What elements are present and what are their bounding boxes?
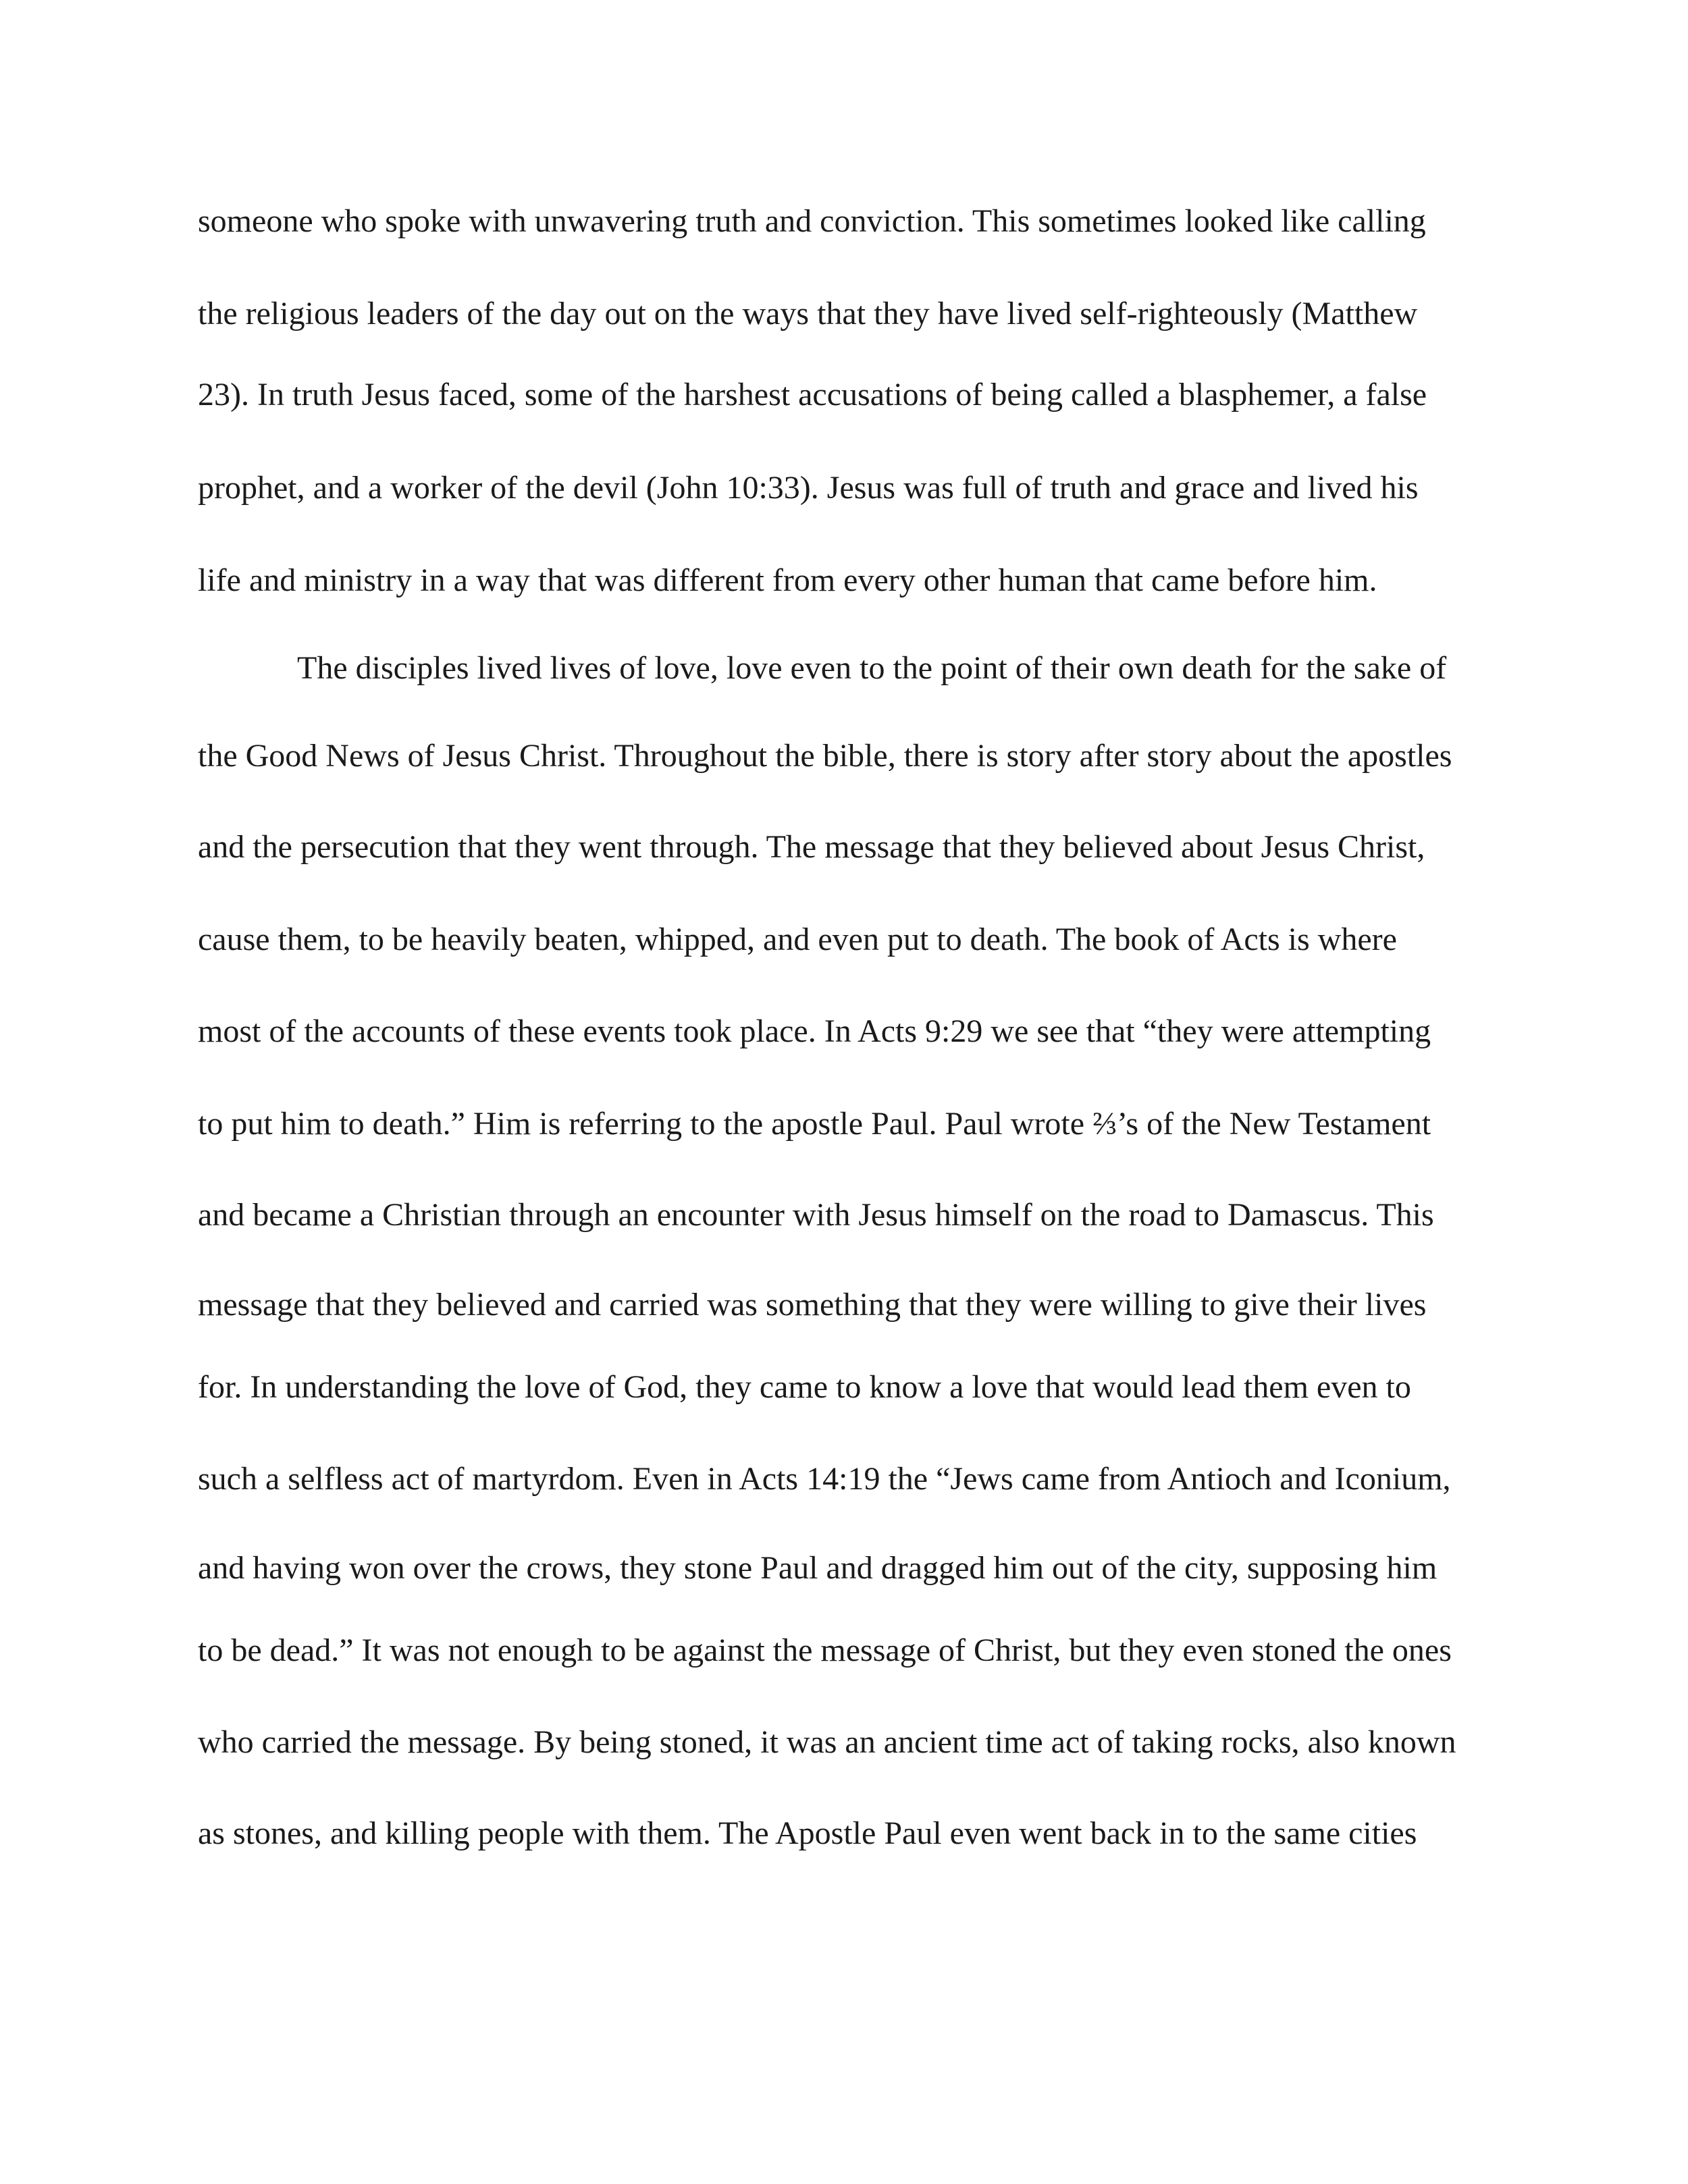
text-line: and the persecution that they went through. The message that they believed about Jesus Christ,	[198, 829, 1425, 865]
text-line: to put him to death.” Him is referring to the apostle Paul. Paul wrote ⅔’s of the New Testament	[198, 1106, 1431, 1142]
text-line: such a selfless act of martyrdom. Even in Acts 14:19 the “Jews came from Antioch and Iconium,	[198, 1461, 1451, 1497]
text-line: who carried the message. By being stoned, it was an ancient time act of taking rocks, also known	[198, 1724, 1456, 1760]
text-line: and having won over the crows, they stone Paul and dragged him out of the city, supposing him	[198, 1550, 1438, 1586]
text-line: 23). In truth Jesus faced, some of the harshest accusations of being called a blasphemer, a false	[198, 377, 1427, 412]
text-line: as stones, and killing people with them. The Apostle Paul even went back in to the same cities	[198, 1815, 1417, 1851]
text-line: cause them, to be heavily beaten, whipped, and even put to death. The book of Acts is where	[198, 922, 1397, 957]
text-line: prophet, and a worker of the devil (John 10:33). Jesus was full of truth and grace and lived his	[198, 470, 1419, 506]
text-line: the Good News of Jesus Christ. Throughout the bible, there is story after story about the apostles	[198, 738, 1452, 774]
text-line: to be dead.” It was not enough to be against the message of Christ, but they even stoned the ones	[198, 1632, 1452, 1668]
text-line: life and ministry in a way that was different from every other human that came before him.	[198, 562, 1377, 598]
text-line: someone who spoke with unwavering truth and conviction. This sometimes looked like calling	[198, 203, 1426, 239]
text-line: the religious leaders of the day out on the ways that they have lived self-righteously (Matthew	[198, 296, 1418, 331]
text-line: message that they believed and carried was something that they were willing to give their lives	[198, 1287, 1427, 1323]
text-line: and became a Christian through an encounter with Jesus himself on the road to Damascus. This	[198, 1197, 1434, 1233]
paragraph-first-line: The disciples lived lives of love, love even to the point of their own death for the sake of	[297, 650, 1447, 686]
text-line: most of the accounts of these events took place. In Acts 9:29 we see that “they were attempting	[198, 1013, 1431, 1049]
text-line: for. In understanding the love of God, they came to know a love that would lead them even to	[198, 1369, 1411, 1405]
